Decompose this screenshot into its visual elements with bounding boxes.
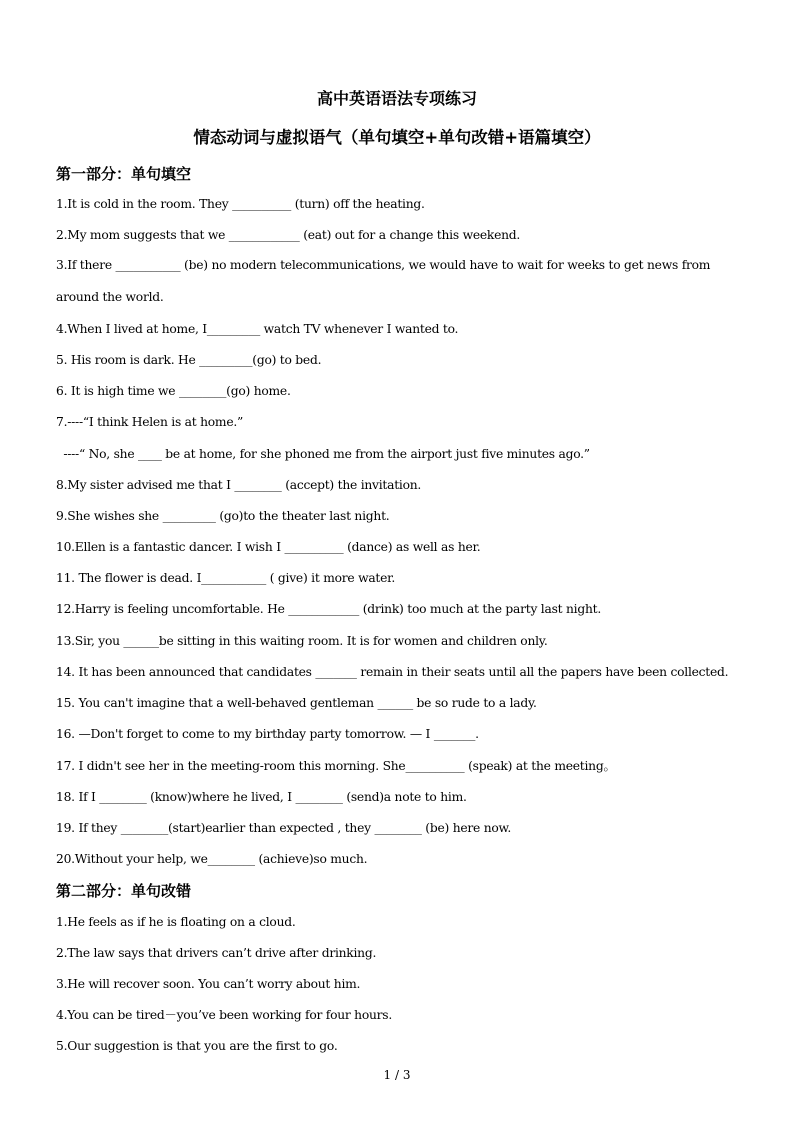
- exercise-item: 18. If I ________ (know)where he lived, I ________ (send)a note to him.: [56, 790, 467, 804]
- exercise-item: 17. I didn't see her in the meeting-room this morning. She__________ (speak) at the meeting。: [56, 759, 616, 773]
- exercise-item: 2.My mom suggests that we ____________ (eat) out for a change this weekend.: [56, 228, 521, 242]
- exercise-item: 15. You can't imagine that a well-behaved gentleman ______ be so rude to a lady.: [56, 696, 537, 710]
- section-heading-part1: 第一部分：单句填空: [56, 165, 192, 183]
- exercise-item: 1.It is cold in the room. They __________ (turn) off the heating.: [56, 197, 425, 211]
- exercise-item: 20.Without your help, we________ (achieve)so much.: [56, 852, 368, 866]
- section-heading-part2: 第二部分：单句改错: [56, 882, 192, 900]
- exercise-item: 4.When I lived at home, I_________ watch TV whenever I wanted to.: [56, 322, 459, 336]
- exercise-item: 12.Harry is feeling uncomfortable. He ____________ (drink) too much at the party last night.: [56, 602, 601, 616]
- correction-item: 2.The law says that drivers can’t drive after drinking.: [56, 946, 377, 960]
- document-subtitle: 情态动词与虚拟语气（单句填空+单句改错+语篇填空）: [193, 128, 601, 147]
- exercise-item: 6. It is high time we ________(go) home.: [56, 384, 291, 398]
- correction-item: 5.Our suggestion is that you are the first to go.: [56, 1039, 338, 1053]
- correction-item: 4.You can be tired－you’ve been working for four hours.: [56, 1008, 393, 1022]
- exercise-item: 9.She wishes she _________ (go)to the theater last night.: [56, 509, 390, 523]
- exercise-item: 8.My sister advised me that I ________ (accept) the invitation.: [56, 478, 422, 492]
- exercise-item: 16. —Don't forget to come to my birthday party tomorrow. — I _______.: [56, 727, 479, 741]
- document-title: 高中英语语法专项练习: [316, 89, 477, 108]
- exercise-item: 5. His room is dark. He _________(go) to bed.: [56, 353, 322, 367]
- exercise-item: 7.----“I think Helen is at home.”: [56, 415, 244, 429]
- page-number: 1 / 3: [383, 1068, 411, 1082]
- exercise-item: 10.Ellen is a fantastic dancer. I wish I __________ (dance) as well as her.: [56, 540, 481, 554]
- exercise-item: 11. The flower is dead. I___________ ( give) it more water.: [56, 571, 396, 585]
- correction-item: 3.He will recover soon. You can’t worry about him.: [56, 977, 361, 991]
- correction-item: 1.He feels as if he is floating on a cloud.: [56, 915, 296, 929]
- exercise-item: 13.Sir, you ______be sitting in this waiting room. It is for women and children only.: [56, 634, 548, 648]
- exercise-item: 19. If they ________(start)earlier than expected , they ________ (be) here now.: [56, 821, 512, 835]
- exercise-item: 3.If there ___________ (be) no modern telecommunications, we would have to wait for weeks to get news from around the world.: [56, 258, 711, 304]
- exercise-item: ----“ No, she ____ be at home, for she phoned me from the airport just five minutes ago.”: [56, 447, 590, 461]
- exercise-item: 14. It has been announced that candidates _______ remain in their seats until all the papers have been collected.: [56, 665, 729, 679]
